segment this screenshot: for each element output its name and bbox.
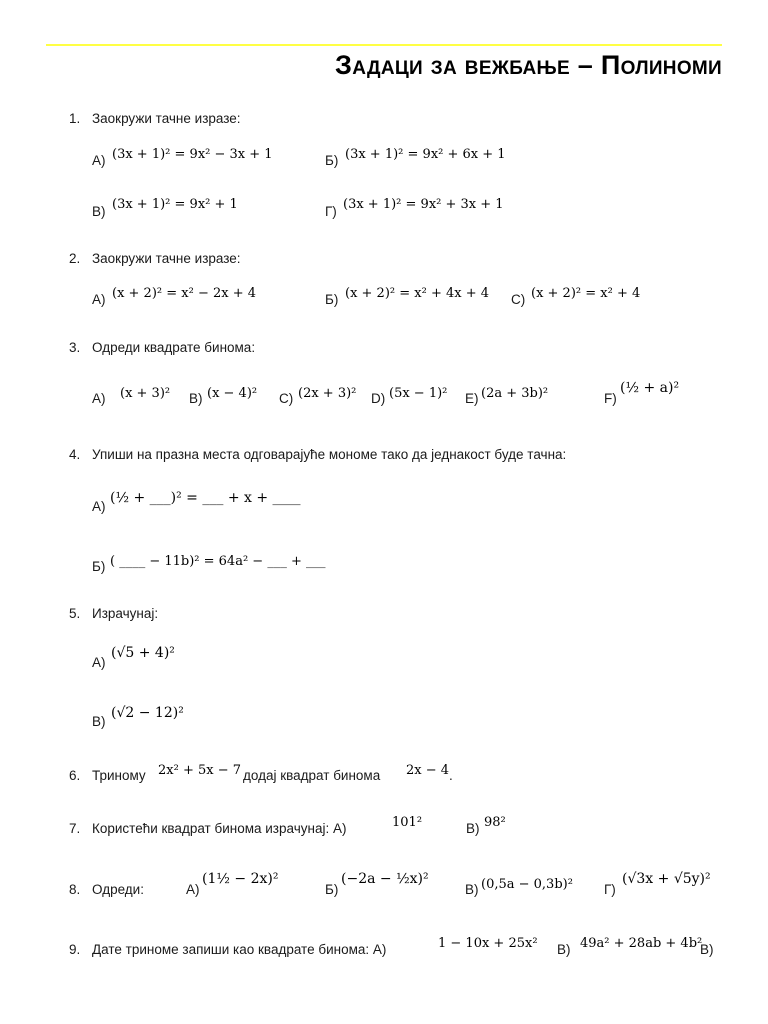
- option-label: А): [92, 391, 106, 406]
- option-expression: (5x − 1)²: [389, 386, 448, 401]
- option-label: В): [92, 714, 106, 729]
- option-expression: (√5 + 4)²: [111, 645, 175, 661]
- option-expression: (x + 3)²: [120, 386, 171, 401]
- option-label: А): [92, 655, 106, 670]
- task-number: 8.: [69, 882, 81, 897]
- option-expression: 98²: [484, 815, 506, 830]
- header-rule: [46, 44, 722, 46]
- option-label: Б): [92, 559, 106, 574]
- task-text: Упиши на празна места одговарајуће мономе тако да једнакост буде тачна:: [92, 447, 567, 462]
- option-label: А): [92, 292, 106, 307]
- option-label: Б): [325, 882, 339, 897]
- option-label: Б): [325, 292, 339, 307]
- binomial-expression: 2x − 4: [406, 763, 450, 778]
- task-text: Триному: [92, 768, 146, 783]
- task-number: 4.: [69, 447, 81, 462]
- task-number: 7.: [69, 821, 81, 836]
- option-expression: (2a + 3b)²: [481, 386, 549, 401]
- option-expression: (√3x + √5y)²: [622, 871, 711, 887]
- option-label: В): [466, 821, 480, 836]
- task-text: Заокружи тачне изразе:: [92, 111, 241, 126]
- option-label: В): [465, 882, 479, 897]
- task-text: Дате триноме запиши као квадрате бинома: А): [92, 942, 387, 957]
- task-text: додај квадрат бинома: [243, 768, 381, 783]
- task-number: 6.: [69, 768, 81, 783]
- option-expression: ( ____ − 11b)² = 64a² − ___ + ___: [110, 554, 326, 569]
- option-expression: (3x + 1)² = 9x² + 3x + 1: [343, 197, 504, 212]
- option-label: D): [371, 391, 386, 406]
- option-label: В): [189, 391, 203, 406]
- option-expression: (½ + ___)² = ___ + x + ____: [110, 490, 301, 506]
- task-number: 1.: [69, 111, 81, 126]
- option-expression: 1 − 10x + 25x²: [438, 936, 538, 951]
- option-label: Б): [325, 153, 339, 168]
- task-number: 2.: [69, 251, 81, 266]
- task-text: Израчунај:: [92, 606, 159, 621]
- option-expression: 101²: [392, 815, 423, 830]
- task-text: Користећи квадрат бинома израчунај: А): [92, 821, 347, 836]
- task-number: 3.: [69, 340, 81, 355]
- polynomial-expression: 2x² + 5x − 7: [158, 763, 242, 778]
- page-title: Задаци за вежбање – Полиноми: [335, 50, 722, 80]
- option-label: C): [511, 292, 526, 307]
- option-expression: (1½ − 2x)²: [202, 871, 279, 887]
- option-expression: 49a² + 28ab + 4b²: [580, 936, 703, 951]
- task-number: 5.: [69, 606, 81, 621]
- option-label: C): [279, 391, 294, 406]
- task-number: 9.: [69, 942, 81, 957]
- task-text: Заокружи тачне изразе:: [92, 251, 241, 266]
- option-expression: (√2 − 12)²: [111, 705, 184, 721]
- option-label: F): [604, 391, 617, 406]
- task-text-end: .: [449, 768, 453, 783]
- option-expression: (½ + a)²: [620, 380, 680, 396]
- option-label: А): [92, 499, 106, 514]
- option-expression: (x + 2)² = x² + 4x + 4: [345, 286, 490, 301]
- option-label: А): [186, 882, 200, 897]
- option-expression: (3x + 1)² = 9x² + 6x + 1: [345, 147, 506, 162]
- option-label: Г): [325, 204, 337, 219]
- option-expression: (x − 4)²: [207, 386, 258, 401]
- option-expression: (0,5a − 0,3b)²: [481, 877, 573, 892]
- option-label: В): [700, 942, 714, 957]
- option-expression: (x + 2)² = x² − 2x + 4: [112, 286, 257, 301]
- option-expression: (−2a − ½x)²: [341, 871, 429, 887]
- option-label: В): [92, 204, 106, 219]
- option-label: Е): [465, 391, 479, 406]
- task-text: Одреди квадрате бинома:: [92, 340, 256, 355]
- option-expression: (2x + 3)²: [298, 386, 357, 401]
- option-label: Г): [604, 882, 616, 897]
- option-expression: (3x + 1)² = 9x² − 3x + 1: [112, 147, 273, 162]
- option-expression: (x + 2)² = x² + 4: [531, 286, 641, 301]
- option-label: А): [92, 153, 106, 168]
- task-text: Одреди:: [92, 882, 144, 897]
- option-label: В): [557, 942, 571, 957]
- option-expression: (3x + 1)² = 9x² + 1: [112, 197, 238, 212]
